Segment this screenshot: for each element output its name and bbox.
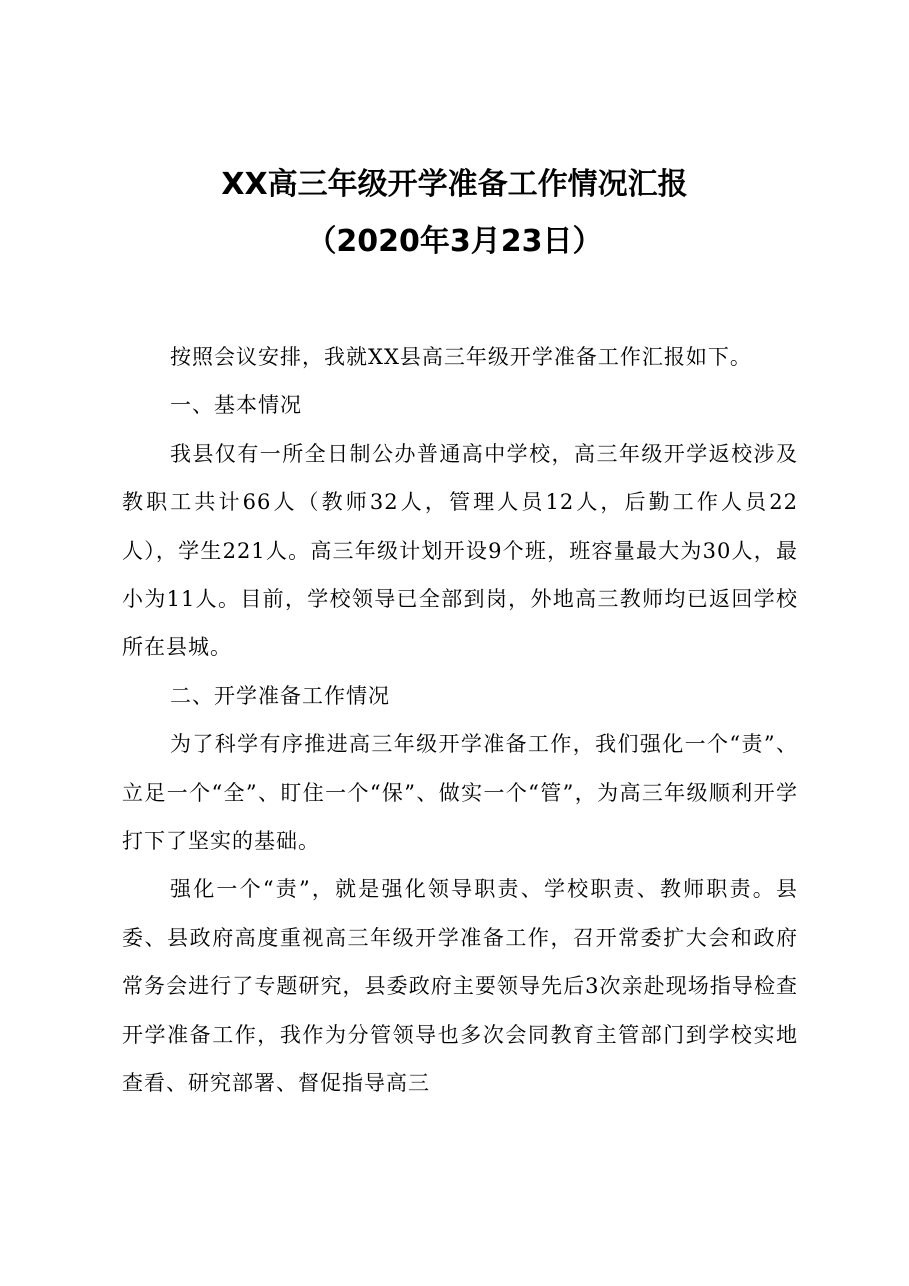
document-body <box>122 333 798 1108</box>
section-heading-preparation: 二、开学准备工作情况 <box>170 683 390 708</box>
paragraph-intro: 按照会议安排，我就XX县高三年级开学准备工作汇报如下。 <box>170 345 752 369</box>
paragraph-preparation-overview: 为了科学有序推进高三年级开学准备工作，我们强化一个“责”、立足一个“全”、盯住一个“保”、做实一个“管”，为高三年级顺利开学打下了坚实的基础。 <box>122 732 798 854</box>
paragraph-responsibility: 强化一个“责”，就是强化领导职责、学校职责、教师职责。县委、县政府高度重视高三年级开学准备工作，召开常委扩大会和政府常务会进行了专题研究，县委政府主要领导先后3次亲赴现场指导检查开学准备工作，我作为分管领导也多次会同教育主管部门到学校实地查看、研究部署、督促指导高三 <box>122 877 798 1096</box>
document-date: （2020年3月23日） <box>306 224 603 259</box>
document-title: XX高三年级开学准备工作情况汇报 <box>221 167 688 202</box>
paragraph-basic-situation: 我县仅有一所全日制公办普通高中学校，高三年级开学返校涉及教职工共计66人（教师32人，管理人员12人，后勤工作人员22人），学生221人。高三年级计划开设9个班，班容量最大为30人，最小为11人。目前，学校领导已全部到岗，外地高三教师均已返回学校所在县城。 <box>122 441 798 660</box>
section-heading-basic-situation: 一、基本情况 <box>170 393 302 418</box>
